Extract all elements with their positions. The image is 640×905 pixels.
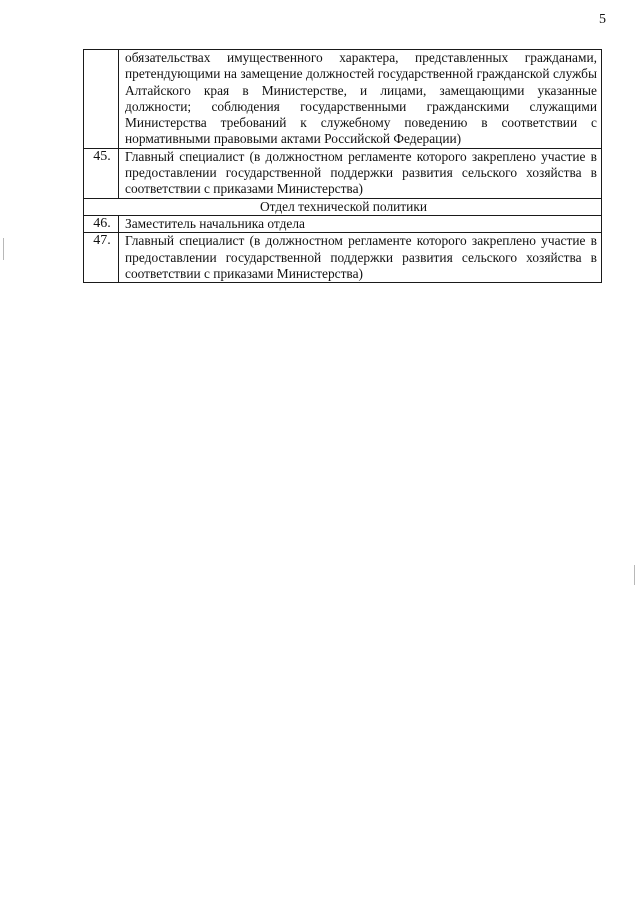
row-number-cell: 47.: [84, 233, 119, 283]
row-number-cell: 45.: [84, 148, 119, 198]
row-text-cell: Заместитель начальника отдела: [119, 215, 602, 232]
section-title: Отдел технической политики: [84, 198, 602, 215]
positions-table: [83, 49, 602, 283]
table-row: [84, 148, 602, 198]
scan-edge-mark-right: [634, 565, 635, 585]
section-header-row: [84, 198, 602, 215]
table-row: [84, 50, 602, 149]
scan-edge-mark-left: [3, 238, 4, 260]
row-text-cell: Главный специалист (в должностном регламенте которого закреплено участие в предоставлении государственной поддержки развития сельского хозяйства в соответствии с приказами Министерства): [119, 233, 602, 283]
row-text-cell: Главный специалист (в должностном регламенте которого закреплено участие в предоставлении государственной поддержки развития сельского хозяйства в соответствии с приказами Министерства): [119, 148, 602, 198]
row-number-cell: [84, 50, 119, 149]
row-text-cell: обязательствах имущественного характера, представленных гражданами, претендующими на замещение должностей государственной гражданской службы Алтайского края в Министерстве, и лицами, замещающими указанные должности; соблюдения государственными гражданскими служащими Министерства требований к служебному поведению в соответствии с нормативными правовыми актами Российской Федерации): [119, 50, 602, 149]
table-row: [84, 215, 602, 232]
row-number-cell: 46.: [84, 215, 119, 232]
page-number: 5: [599, 12, 606, 27]
table-row: [84, 233, 602, 283]
